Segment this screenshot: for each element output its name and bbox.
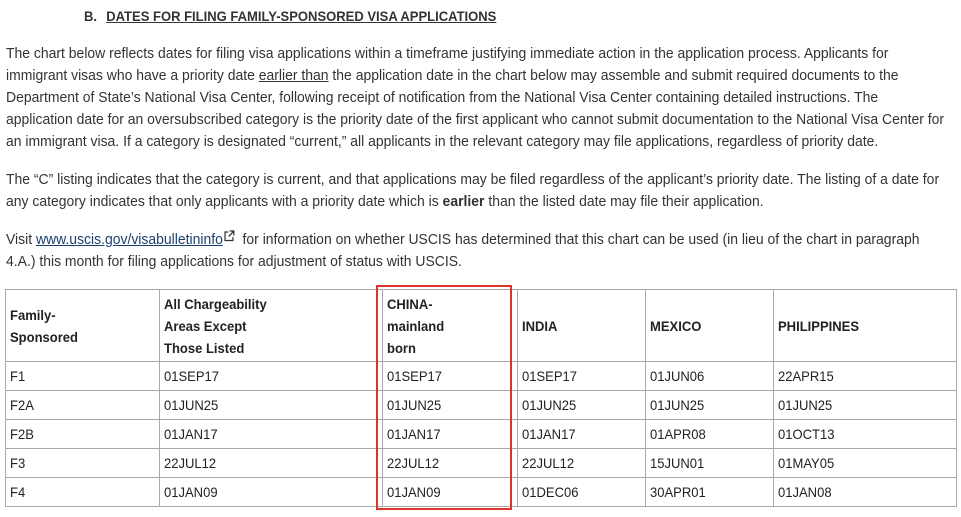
header-india: INDIA	[518, 290, 646, 362]
table-row	[6, 420, 957, 449]
table-cell: F2B	[6, 420, 160, 449]
table-cell: F2A	[6, 391, 160, 420]
table-cell: 01OCT13	[774, 420, 957, 449]
current-text-part2: than the listed date may file their application.	[484, 193, 764, 210]
table-cell: 01JUN25	[774, 391, 957, 420]
table-cell: 01SEP17	[518, 362, 646, 391]
section-title: DATES FOR FILING FAMILY-SPONSORED VISA APPLICATIONS	[106, 8, 497, 24]
table-cell: 01APR08	[646, 420, 774, 449]
current-text-part1: The “C” listing indicates that the category is current, and that applications may be filed regardless of the applicant’s priority date. The listing of a date for any category indicates that only applicants with a priority date which is	[6, 171, 940, 210]
table-cell: 01JUN25	[160, 391, 383, 420]
section-number: B.	[84, 8, 98, 24]
uscis-link[interactable]: www.uscis.gov/visabulletininfo	[35, 231, 223, 248]
table-row	[6, 449, 957, 478]
table-header-row	[6, 290, 957, 362]
table-cell: 22APR15	[774, 362, 957, 391]
intro-text-part1: The chart below reflects dates for filing visa applications within a timeframe justifying immediate action in the application process. Applicants for immigrant visas who have a priority date	[6, 45, 889, 84]
table-cell: 01JAN17	[383, 420, 518, 449]
table-cell: 15JUN01	[646, 449, 774, 478]
table-cell: F3	[6, 449, 160, 478]
table-cell: 01JAN09	[383, 478, 518, 507]
header-china: CHINA-mainland born	[383, 290, 518, 362]
table-cell: 22JUL12	[383, 449, 518, 478]
table-row	[6, 362, 957, 391]
table-cell: F4	[6, 478, 160, 507]
current-bold-text: earlier	[442, 193, 485, 210]
table-cell: 01JAN17	[518, 420, 646, 449]
table-cell: 30APR01	[646, 478, 774, 507]
table-cell: 01DEC06	[518, 478, 646, 507]
header-philippines: PHILIPPINES	[774, 290, 957, 362]
current-listing-paragraph	[6, 169, 945, 213]
section-heading	[84, 8, 496, 24]
uscis-text-suffix: for information on whether USCIS has determined that this chart can be used (in lieu of the chart in paragraph 4.A.) this month for filing applications for adjustment of status with USCIS.	[6, 231, 920, 270]
intro-text-part2: the application date in the chart below may assemble and submit required documents to the Department of State’s National Visa Center, following receipt of notification from the National Visa Center containing detailed instructions. The application date for an oversubscribed category is the priority date of the first applicant who cannot submit documentation to the National Visa Center for an immigrant visa. If a category is designated “current,” all applicants in the relevant category may file applications, regardless of priority date.	[6, 67, 945, 150]
dates-for-filing-table	[5, 289, 957, 507]
intro-underlined-text: earlier than	[258, 67, 329, 84]
table-cell: 01JUN06	[646, 362, 774, 391]
table-cell: 01JUN25	[518, 391, 646, 420]
uscis-paragraph	[6, 229, 945, 273]
table-cell: 22JUL12	[518, 449, 646, 478]
table-cell: F1	[6, 362, 160, 391]
table-cell: 22JUL12	[160, 449, 383, 478]
table-cell: 01JAN17	[160, 420, 383, 449]
table-cell: 01JAN09	[160, 478, 383, 507]
table-cell: 01MAY05	[774, 449, 957, 478]
table-row	[6, 478, 957, 507]
intro-paragraph	[6, 43, 945, 153]
header-family-sponsored: Family-Sponsored	[6, 290, 160, 362]
table-cell: 01SEP17	[160, 362, 383, 391]
table-cell: 01JUN25	[646, 391, 774, 420]
table-row	[6, 391, 957, 420]
table-cell: 01JAN08	[774, 478, 957, 507]
header-all-chargeability: All Chargeability Areas Except Those Listed	[160, 290, 383, 362]
uscis-text-prefix: Visit	[6, 231, 36, 248]
table-cell: 01JUN25	[383, 391, 518, 420]
header-mexico: MEXICO	[646, 290, 774, 362]
table-cell: 01SEP17	[383, 362, 518, 391]
external-link-icon[interactable]	[224, 230, 235, 242]
